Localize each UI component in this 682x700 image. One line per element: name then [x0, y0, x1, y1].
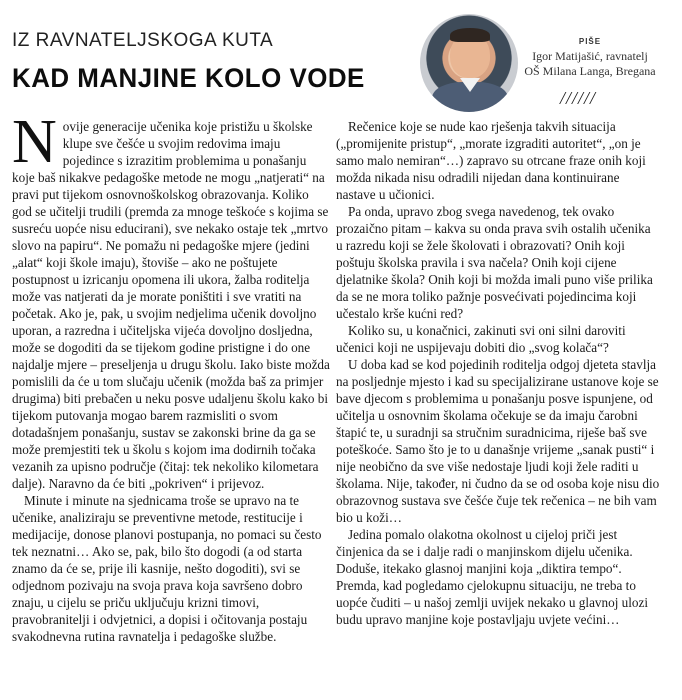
right-column — [336, 118, 660, 628]
photo-hair — [450, 28, 490, 42]
section-label: IZ RAVNATELJSKOGA KUTA — [12, 30, 274, 51]
paragraph — [12, 108, 330, 492]
paragraph: Jedina pomalo olakotna okolnost u cijeloj priči jest činjenica da se i dalje radi o manjinskom dijelu učenika. Doduše, itekako glasnoj manjini koja „diktira tempo“. Premda, kad pogledamo cjelokupnu situaciju, ne treba to uopće čuditi – u našoj zemlji uvijek nekako u glavnoj ulozi budu upravo manjine koje postavljaju uvjete većini… — [336, 527, 649, 627]
headline: KAD MANJINE KOLO VODE — [12, 63, 365, 93]
paragraph: Koliko su, u konačnici, zakinuti svi oni silni daroviti učenici koji ne uspijevaju dobiti dio „svog kolača“? — [336, 323, 626, 355]
paragraph: Pa onda, upravo zbog svega navedenog, tek ovako prozaično pitam – kakva su onda prava svih ostalih učenika u razredu koji se žele školovati i obrazovati? Onih koji poštuju školska pravila i sva načela? Onih koji cijene djelatnike škola? Onih koji bi možda imali puno više prilika da se ne mora toliko pažnje posvećivati pojedincima koji učestalo krše kućni red? — [336, 204, 653, 321]
left-column — [12, 108, 330, 645]
paragraph: Minute i minute na sjednicama troše se upravo na te učenike, analiziraju se preventivne metode, restitucije i medijacije, donose planovi postupanja, no pomaci su često tek neznatni… Ako se, pak, bilo što dogodi (a od starta znamo da će se, prije ili kasnije, nešto dogoditi), svi se odjednom pozivaju na svoja prava koja savršeno dobro znaju, u cijelu se priču uključuju krizni timovi, pravobranitelji i odvjetnici, a dopisi i očitovanja postaju svakodnevna rutina ravnatelja i pedagoške službe. — [12, 493, 322, 644]
drop-cap: N — [12, 108, 57, 176]
paragraph-text: ovije generacije učenika koje pristižu u školske klupe sve češće u svojim redovima imaju pojedince s izrazitim problemima u ponašanju koje baš nikakve pedagoške metode ne mogu „natjerati“ na pravi put tijekom osnovnoškolskog obrazovanja. Koliko god se učitelji trudili (premda za mnoge teškoće s kojima se susreću uopće nisu educirani), sve nekako ostaje tek „mrtvo slovo na papiru“. Ne pomažu ni pedagoške mjere (jedini „alat“ koji škole imaju), štoviše – ako ne poštujete postupnost u izricanju opomena ili ukora, žalba roditelja može vas natjerati da je morate poništiti i sve vratiti na početak. Ako je, pak, u svojim nedjelima učenik dovoljno uporan, a razredna i učiteljska vijeća dovoljno dosljedna, može se dogoditi da se tijekom godine pristigne i do one najdalje mjere – preseljenja u drugu školu. Iako biste možda pomislili da će u tom slučaju učenik (možda baš za primjer drugima) biti prebačen u neku posve udaljenu školu kako bi tijekom putovanja mogao barem razmisliti o svom dotadašnjem ponašanju, sustav se zakonski brine da ga se može premjestiti tek u školu s kojom ima dodirnih točaka vezanih za upisno područje (čitaj: tek nekoliko kilometara dalje). Naravno da će biti „pokriven“ i prijevoz. — [12, 119, 330, 491]
byline-label: PIŠE — [578, 37, 602, 46]
article-header — [12, 30, 432, 94]
decorative-slashes: ////// — [560, 88, 597, 108]
author-byline — [520, 34, 660, 79]
author-school: OŠ Milana Langa, Bregana — [524, 64, 656, 78]
author-name: Igor Matijašić, ravnatelj — [532, 49, 648, 63]
paragraph: U doba kad se kod pojedinih roditelja odgoj djeteta stavlja na posljednje mjesto i kad su specijalizirane ustanove koje se bave djecom s problemima u ponašanju posve ispunjene, od učitelja u osnovnim školama očekuje se da imaju čarobni štapić te, u suradnji sa stručnim suradnicima, riješe baš sve poteškoće. Samo što je to u današnje vrijeme „sanak pusti“ i nije neobično da sve više nedostaje ljudi koji žele raditi u školama. Nije, također, ni čudno da se od osoba koje nisu dio obrazovnog sustava sve češće čuje tek rečenica – ne bih vam bio u koži… — [336, 357, 660, 525]
author-photo — [420, 14, 518, 112]
paragraph: Rečenice koje se nude kao rješenja takvih situacija („promijenite pristup“, „morate izgraditi autoritet“, „on je samo malo nemiran“…) zapravo su otrcane fraze onih koji možda nikada nisu odradili nijedan dana kontinuirane nastave u učionici. — [336, 119, 646, 202]
